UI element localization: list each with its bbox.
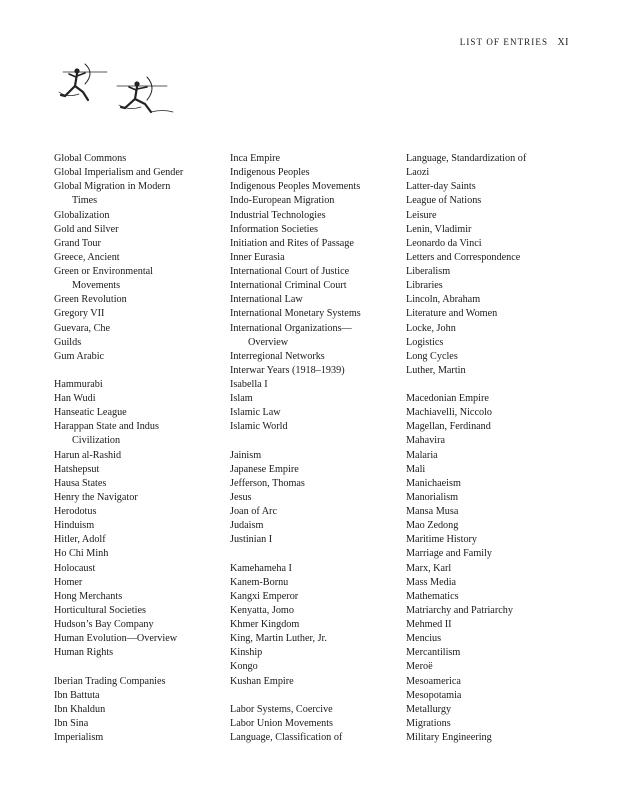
entry-item: Mesoamerica: [406, 675, 461, 687]
entry-item: Ibn Battuta: [54, 689, 100, 701]
entry-item: Holocaust: [54, 562, 96, 574]
entry-item: Malaria: [406, 449, 438, 461]
entry-item: Kongo: [230, 661, 258, 673]
entry-item: Hudson’s Bay Company: [54, 619, 154, 631]
entry-item: Industrial Technologies: [230, 209, 326, 221]
entry-item: Han Wudi: [54, 393, 96, 405]
entry-item: Judaism: [230, 520, 264, 532]
entry-item: Jefferson, Thomas: [230, 477, 305, 489]
entry-item: Mesopotamia: [406, 689, 462, 701]
entry-column-2: [230, 152, 410, 745]
entry-item: Interregional Networks: [230, 350, 325, 362]
entry-item: Jesus: [230, 491, 252, 503]
running-head: [460, 37, 569, 48]
entry-item: Grand Tour: [54, 237, 101, 249]
entry-item: Inca Empire: [230, 153, 281, 164]
entry-item: Leisure: [406, 209, 437, 221]
running-head-title: LIST OF ENTRIES: [459, 37, 549, 47]
entry-item: Khmer Kingdom: [230, 619, 300, 631]
entry-item: Latter-day Saints: [406, 181, 476, 193]
entry-item: Maritime History: [406, 534, 478, 546]
entry-item: Matriarchy and Patriarchy: [406, 604, 513, 616]
entry-item: Islamic Law: [230, 407, 281, 419]
entry-item: Globalization: [54, 209, 110, 221]
entry-item: Jainism: [230, 449, 262, 461]
entry-column-3: [406, 152, 586, 745]
entry-item: Guilds: [54, 336, 82, 348]
entry-item: Mathematics: [406, 590, 459, 602]
entry-item: Liberalism: [406, 266, 451, 277]
entry-item: Kenyatta, Jomo: [230, 604, 294, 616]
entry-item: Manichaeism: [406, 477, 461, 489]
entry-item: Labor Union Movements: [230, 717, 333, 729]
entry-item: Lincoln, Abraham: [406, 294, 481, 306]
entry-item: Hammurabi: [54, 378, 103, 390]
entry-item: Metallurgy: [406, 703, 452, 715]
entry-item: Ho Chi Minh: [54, 548, 109, 560]
entry-item: Information Societies: [230, 223, 318, 235]
entry-item: Indo-European Migration: [230, 195, 335, 207]
entry-item: Joan of Arc: [230, 506, 277, 518]
section-gap: [406, 378, 586, 392]
entry-item: Lenin, Vladimir: [406, 223, 472, 235]
entry-item: Global Imperialism and Gender: [54, 167, 184, 179]
entry-item: Mass Media: [406, 576, 457, 588]
entry-item: Imperialism: [54, 732, 104, 744]
entry-item: Iberian Trading Companies: [54, 675, 166, 687]
entry-item: Marx, Karl: [406, 562, 452, 574]
entry-item: Indigenous Peoples Movements: [230, 181, 361, 193]
entry-item: Laozi: [406, 167, 430, 179]
entry-item: Gregory VII: [54, 308, 105, 320]
entry-item: Guevara, Che: [54, 322, 111, 334]
entry-item: Machiavelli, Niccolo: [406, 407, 492, 419]
section-gap: [54, 364, 234, 378]
section-gap: [230, 435, 410, 449]
entry-item: Isabella I: [230, 379, 268, 390]
entry-item: Harun al-Rashid: [54, 449, 122, 461]
entry-item: Mao Zedong: [406, 520, 459, 532]
entry-item: Mali: [406, 463, 426, 475]
entry-item: Japanese Empire: [230, 463, 299, 475]
entry-item: Human Evolution—Overview: [54, 633, 178, 645]
entry-item: Hong Merchants: [54, 590, 123, 602]
entry-item: Kinship: [230, 647, 263, 659]
entry-item: Kamehameha I: [230, 562, 292, 574]
entry-item: Henry the Navigator: [54, 491, 138, 503]
entry-item: Macedonian Empire: [406, 393, 489, 405]
entry-item: Islam: [230, 393, 253, 405]
entry-item: Inner Eurasia: [230, 251, 285, 263]
entry-item: Leonardo da Vinci: [406, 237, 482, 249]
page-number: XI: [557, 37, 569, 48]
entry-item: Gold and Silver: [54, 223, 119, 235]
entry-item: Hatshepsut: [54, 463, 100, 475]
entry-item: International Organizations— Overview: [230, 322, 352, 348]
entry-item: Horticultural Societies: [54, 604, 146, 616]
entry-item: Islamic World: [230, 421, 288, 433]
entry-item: Military Engineering: [406, 732, 492, 744]
section-gap: [54, 660, 234, 674]
entry-item: Hausa States: [54, 477, 107, 489]
section-gap: [230, 547, 410, 561]
entry-item: Hanseatic League: [54, 407, 127, 419]
entry-item: Harappan State and Indus Civilization: [54, 421, 159, 447]
entry-item: Indigenous Peoples: [230, 167, 310, 179]
entry-item: Locke, John: [406, 322, 456, 334]
entry-item: Labor Systems, Coercive: [230, 703, 333, 715]
entry-item: Greece, Ancient: [54, 251, 120, 263]
entry-item: League of Nations: [406, 195, 482, 207]
entry-item: Logistics: [406, 336, 444, 348]
entry-item: Mahavira: [406, 435, 446, 447]
entry-item: Green or Environmental Movements: [54, 266, 154, 292]
entry-item: Letters and Correspondence: [406, 251, 521, 263]
entry-item: Marriage and Family: [406, 548, 493, 560]
entry-item: Long Cycles: [406, 350, 458, 362]
entry-item: Hinduism: [54, 520, 95, 532]
section-gap: [230, 689, 410, 703]
entry-item: Mansa Musa: [406, 506, 459, 518]
archer-figures-icon: [55, 62, 185, 114]
entry-item: Ibn Sina: [54, 717, 89, 729]
entry-item: International Criminal Court: [230, 280, 347, 292]
entry-item: Homer: [54, 576, 83, 588]
entry-item: Mencius: [406, 633, 442, 645]
entry-item: Justinian I: [230, 534, 273, 546]
entry-item: Luther, Martin: [406, 364, 466, 376]
entry-item: Herodotus: [54, 506, 97, 518]
entry-item: Migrations: [406, 717, 451, 729]
entry-item: Initiation and Rites of Passage: [230, 237, 354, 249]
entry-item: Hitler, Adolf: [54, 534, 106, 546]
entry-item: Kushan Empire: [230, 675, 294, 687]
entry-item: Ibn Khaldun: [54, 703, 106, 715]
entry-item: Magellan, Ferdinand: [406, 421, 491, 433]
entry-item: Gum Arabic: [54, 350, 105, 362]
entry-item: Interwar Years (1918–1939): [230, 364, 345, 376]
entry-column-1: [54, 152, 234, 745]
entry-item: International Law: [230, 294, 303, 306]
entry-item: Mercantilism: [406, 647, 461, 659]
entry-item: Language, Classification of: [230, 732, 343, 744]
entry-item: Literature and Women: [406, 308, 498, 320]
entry-item: Manorialism: [406, 491, 459, 503]
entry-item: International Monetary Systems: [230, 308, 361, 320]
entry-item: Global Migration in Modern Times: [54, 181, 171, 207]
entry-item: Language, Standardization of: [406, 153, 527, 164]
entry-item: International Court of Justice: [230, 266, 350, 277]
entry-item: Kanem-Bornu: [230, 576, 289, 588]
entry-item: Mehmed II: [406, 619, 452, 631]
entry-item: King, Martin Luther, Jr.: [230, 633, 327, 645]
entry-item: Kangxi Emperor: [230, 590, 299, 602]
entry-item: Green Revolution: [54, 294, 127, 306]
entry-item: Meroë: [406, 661, 433, 673]
entry-item: Human Rights: [54, 647, 114, 659]
entry-item: Libraries: [406, 280, 443, 292]
entry-item: Global Commons: [54, 153, 127, 164]
